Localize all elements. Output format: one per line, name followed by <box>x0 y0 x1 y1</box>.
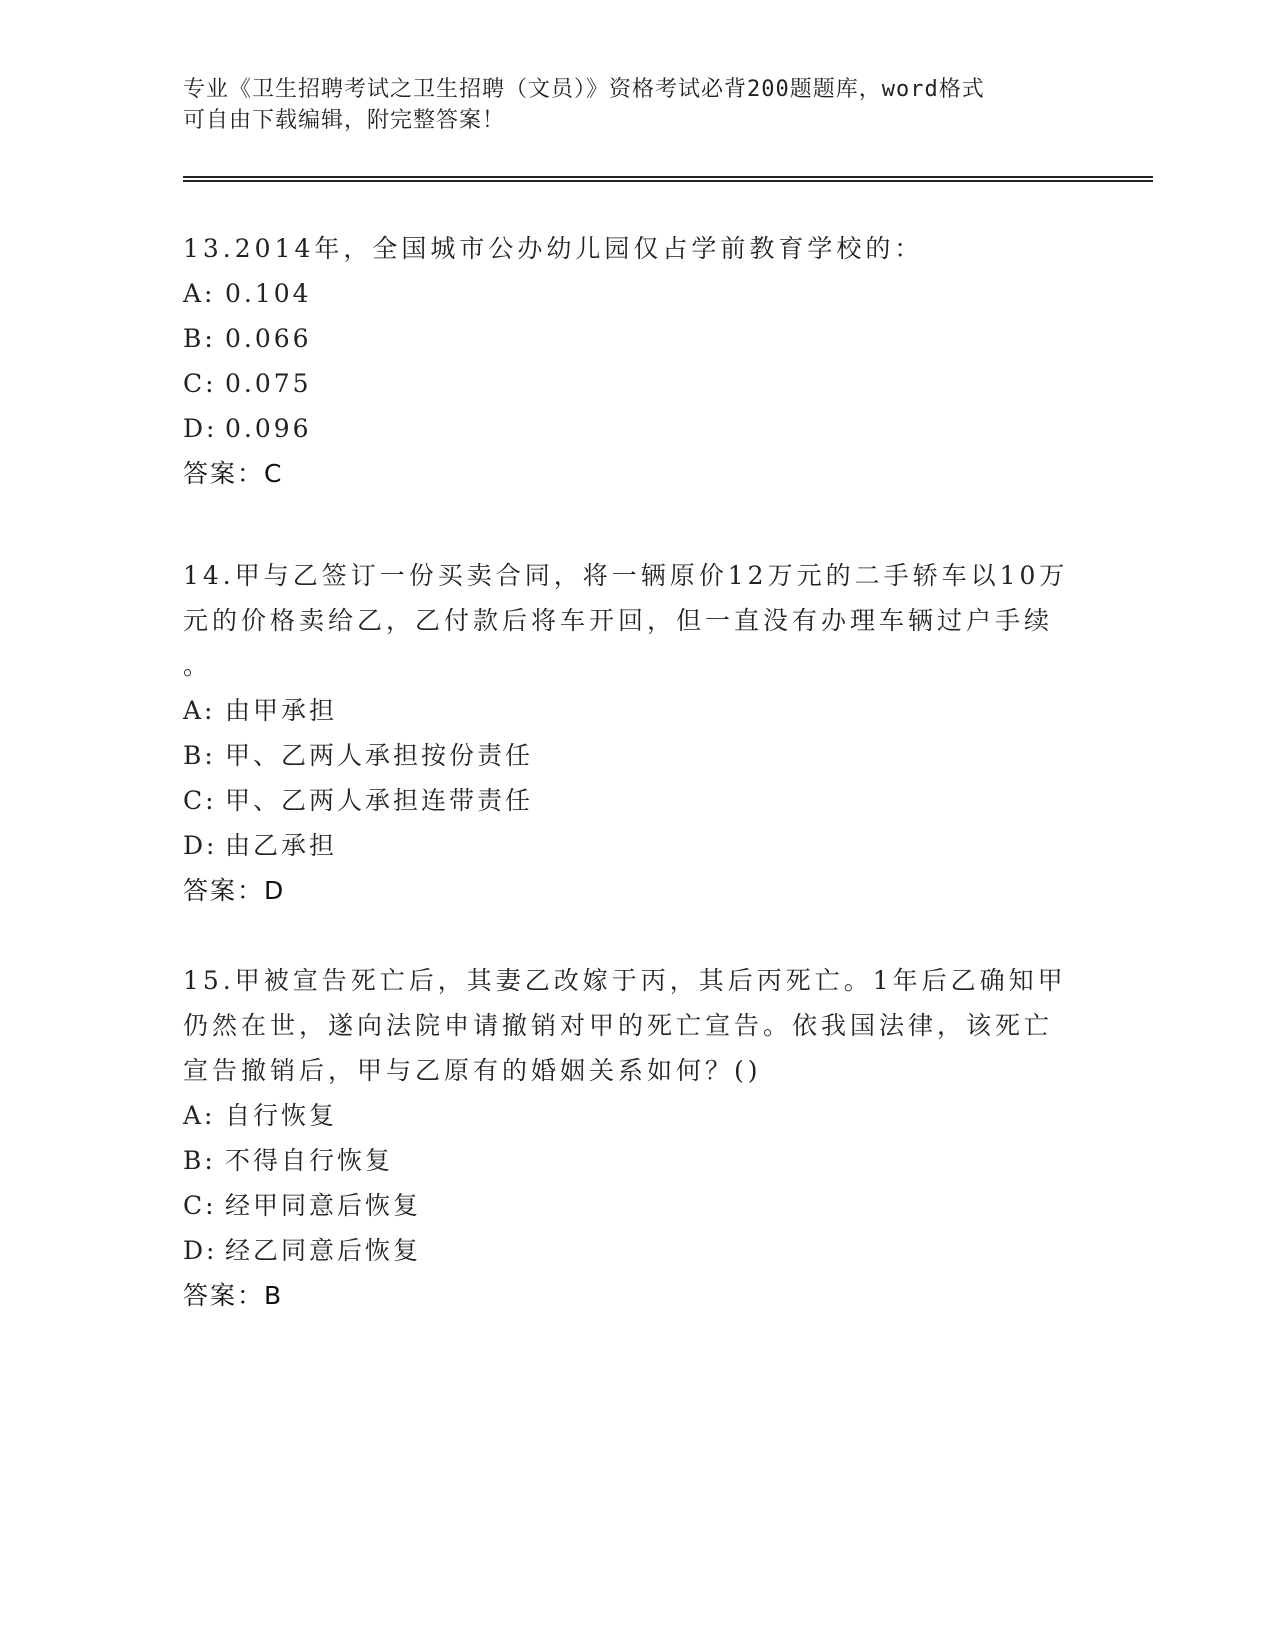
option-key: A: <box>183 279 216 308</box>
option-a <box>183 1093 1083 1138</box>
question-stem-line-1: 14.甲与乙签订一份买卖合同，将一辆原价12万元的二手轿车以10万 <box>183 561 1069 590</box>
header-title-line-2: 可自由下载编辑，附完整答案！ <box>183 108 506 133</box>
option-text: 0.104 <box>225 279 312 308</box>
question-stem-line-2: 元的价格卖给乙，乙付款后将车开回，但一直没有办理车辆过户手续 <box>183 606 1054 635</box>
question-15 <box>183 958 1083 1318</box>
option-c <box>183 1183 1083 1228</box>
option-key: B: <box>183 324 216 353</box>
answer-line: 答案：B <box>183 1281 284 1310</box>
option-b <box>183 733 1083 778</box>
option-text: 不得自行恢复 <box>225 1146 394 1175</box>
question-stem-line-1: 15.甲被宣告死亡后，其妻乙改嫁于丙，其后丙死亡。1年后乙确知甲 <box>183 966 1067 995</box>
option-key: B: <box>183 1146 216 1175</box>
option-d <box>183 1228 1083 1273</box>
question-14 <box>183 553 1083 913</box>
option-key: C: <box>183 1191 217 1220</box>
option-d <box>183 406 1083 451</box>
option-text: 甲、乙两人承担按份责任 <box>225 741 534 770</box>
answer-line: 答案：D <box>183 876 286 905</box>
question-13 <box>183 226 1083 496</box>
option-key: D: <box>183 1236 218 1265</box>
option-a <box>183 688 1083 733</box>
option-text: 经乙同意后恢复 <box>225 1236 422 1265</box>
option-key: D: <box>183 414 218 443</box>
option-key: B: <box>183 741 216 770</box>
option-key: D: <box>183 831 218 860</box>
option-text: 由甲承担 <box>225 696 338 725</box>
option-key: A: <box>183 696 216 725</box>
option-text: 0.075 <box>225 369 312 398</box>
option-b <box>183 1138 1083 1183</box>
option-text: 经甲同意后恢复 <box>225 1191 422 1220</box>
option-text: 自行恢复 <box>225 1101 338 1130</box>
option-d <box>183 823 1083 868</box>
option-text: 0.066 <box>225 324 312 353</box>
option-c <box>183 778 1083 823</box>
option-key: C: <box>183 786 217 815</box>
header-divider <box>183 176 1153 182</box>
option-key: C: <box>183 369 217 398</box>
option-text: 0.096 <box>225 414 312 443</box>
document-header <box>183 74 1063 136</box>
option-b <box>183 316 1083 361</box>
question-stem: 13.2014年，全国城市公办幼儿园仅占学前教育学校的： <box>183 234 924 263</box>
header-title-line-1: 专业《卫生招聘考试之卫生招聘（文员）》资格考试必背200题题库，word格式 <box>183 77 985 102</box>
option-key: A: <box>183 1101 216 1130</box>
option-c <box>183 361 1083 406</box>
option-a <box>183 271 1083 316</box>
question-stem-line-2: 仍然在世，遂向法院申请撤销对甲的死亡宣告。依我国法律，该死亡 <box>183 1011 1054 1040</box>
option-text: 甲、乙两人承担连带责任 <box>225 786 534 815</box>
question-stem-line-3: 。 <box>183 651 213 680</box>
question-stem-line-3: 宣告撤销后，甲与乙原有的婚姻关系如何？() <box>183 1056 762 1085</box>
answer-line: 答案：C <box>183 459 284 488</box>
option-text: 由乙承担 <box>225 831 338 860</box>
